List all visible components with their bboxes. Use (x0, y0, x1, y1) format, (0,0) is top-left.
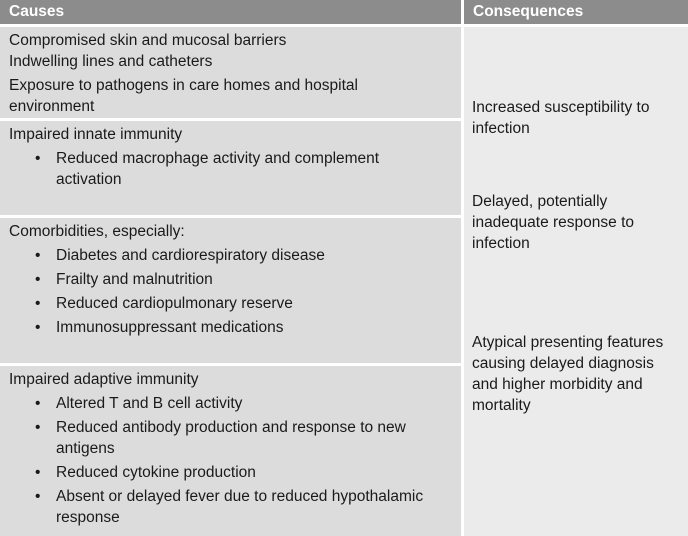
bullet-list (9, 393, 452, 528)
bullet-dot: • (35, 395, 41, 412)
cause-line: Exposure to pathogens in care homes and hospital (9, 77, 358, 94)
bullet-line: Absent or delayed fever due to reduced hypothalamic (56, 488, 424, 505)
consequence-line: Increased susceptibility to (472, 99, 650, 116)
consequence-item (472, 97, 686, 139)
bullet-line: Reduced macrophage activity and complement (56, 150, 380, 167)
bullet-item (9, 293, 452, 314)
bullet-line: Immunosuppressant medications (56, 319, 284, 336)
consequence-line: and higher morbidity and (472, 376, 643, 393)
cause-cell-adaptive-immunity (0, 366, 461, 536)
bullet-dot: • (35, 419, 41, 436)
bullet-item (9, 462, 452, 483)
consequence-item (472, 332, 686, 416)
bullet-item (9, 317, 452, 338)
consequences-header: Consequences (464, 0, 688, 24)
consequence-line: mortality (472, 397, 531, 414)
bullet-line: Frailty and malnutrition (56, 271, 213, 288)
consequence-line: causing delayed diagnosis (472, 355, 654, 372)
causes-header: Causes (0, 0, 461, 24)
cause-title: Impaired adaptive immunity (9, 371, 199, 388)
cause-line: environment (9, 98, 95, 115)
cause-title: Impaired innate immunity (9, 126, 183, 143)
cause-cell-comorbidities (0, 218, 461, 363)
bullet-line: Reduced cardiopulmonary reserve (56, 295, 293, 312)
bullet-item (9, 245, 452, 266)
bullet-dot: • (35, 247, 41, 264)
bullet-line: Diabetes and cardiorespiratory disease (56, 247, 325, 264)
consequences-cell (464, 27, 688, 536)
bullet-dot: • (35, 464, 41, 481)
bullet-dot: • (35, 271, 41, 288)
cause-cell-barriers (0, 27, 461, 118)
consequence-item (472, 191, 686, 254)
consequence-line: Delayed, potentially (472, 193, 608, 210)
cause-line: Indwelling lines and catheters (9, 53, 213, 70)
bullet-item (9, 269, 452, 290)
bullet-line: response (56, 509, 120, 526)
bullet-dot: • (35, 150, 41, 167)
bullet-dot: • (35, 319, 41, 336)
consequence-line: inadequate response to (472, 214, 635, 231)
bullet-line: Reduced antibody production and response to new (56, 419, 406, 436)
bullet-dot: • (35, 295, 41, 312)
bullet-line: Reduced cytokine production (56, 464, 256, 481)
bullet-list (9, 245, 452, 338)
bullet-line: antigens (56, 440, 115, 457)
bullet-item (9, 417, 452, 459)
bullet-list (9, 148, 452, 190)
cause-title: Comorbidities, especially: (9, 223, 185, 240)
bullet-line: activation (56, 171, 122, 188)
cause-cell-innate-immunity (0, 121, 461, 215)
consequence-line: infection (472, 120, 530, 137)
bullet-item (9, 393, 452, 414)
bullet-line: Altered T and B cell activity (56, 395, 243, 412)
bullet-item (9, 486, 452, 528)
cause-line: Compromised skin and mucosal barriers (9, 32, 287, 49)
consequence-line: infection (472, 235, 530, 252)
bullet-item (9, 148, 452, 190)
consequence-line: Atypical presenting features (472, 334, 664, 351)
bullet-dot: • (35, 488, 41, 505)
